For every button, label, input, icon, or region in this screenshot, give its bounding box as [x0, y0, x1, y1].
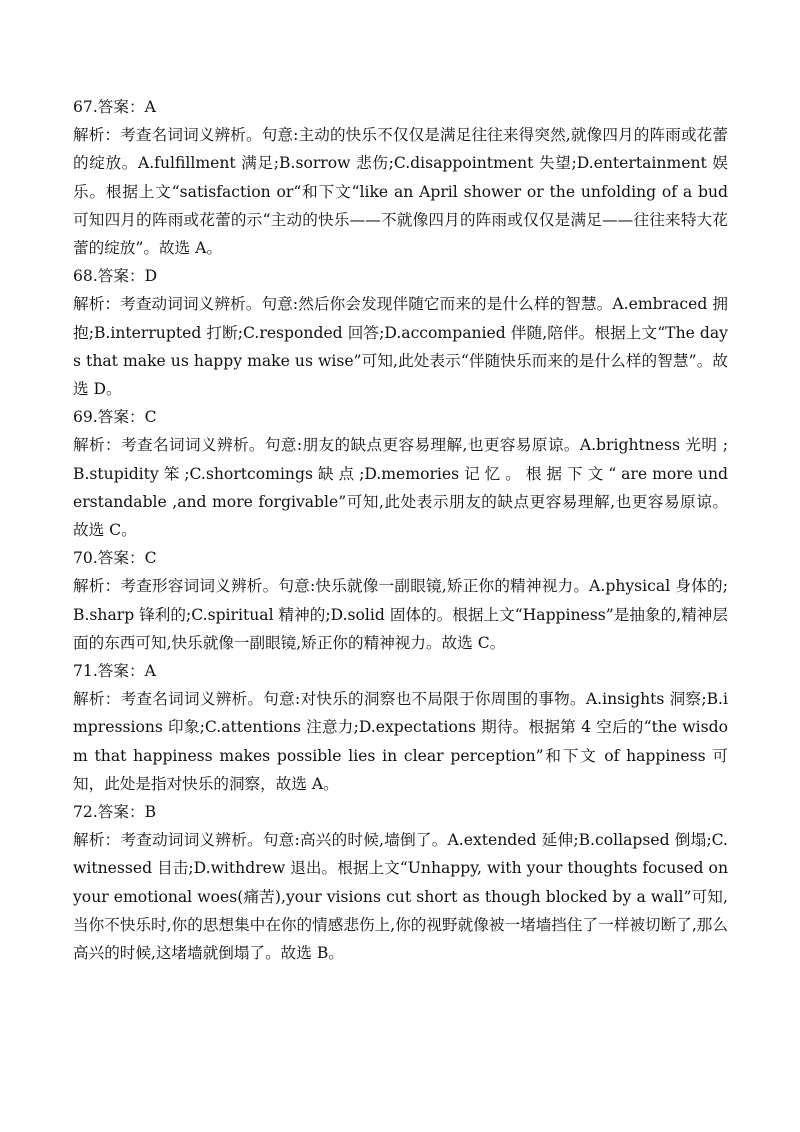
- analysis-text: 解析：考查动词词义辨析。句意:高兴的时候,墙倒了。A.extended 延伸;B.collapsed 倒塌;C.witnessed 目击;D.withdrew 退出。根据上文“Unhappy, with your thoughts focused on your emotional woes(痛苦),your visions cut short as though blocked by a wall”可知,当你不快乐时,你的思想集中在你的情感悲伤上,你的视野就像被一堵墙挡住了一样被切断了,那么高兴的时候,这堵墙就倒塌了。故选 B。: [73, 831, 728, 963]
- analysis-text: 解析：考查名词词义辨析。句意:主动的快乐不仅仅是满足往往来得突然,就像四月的阵雨或花蕾的绽放。A.fulfillment 满足;B.sorrow 悲伤;C.disappointment 失望;D.entertainment 娱乐。根据上文“satisfaction or“和下文“like an April shower or the unfolding of a bud 可知四月的阵雨或花蕾的示“主动的快乐——不就像四月的阵雨或仅仅是满足——往往来特大花蕾的绽放”。故选 A。: [73, 126, 728, 258]
- analysis-text: 解析：考查形容词词义辨析。句意:快乐就像一副眼镜,矫正你的精神视力。A.physical 身体的;B.sharp 锋利的;C.spiritual 精神的;D.solid 固体的。根据上文“Happiness”是抽象的,精神层面的东西可知,快乐就像一副眼镜,矫正你的精神视力。故选 C。: [73, 577, 728, 652]
- answer-item-69: [73, 403, 728, 544]
- answer-item-71: [73, 657, 728, 798]
- answer-line: 69.答案：C: [73, 408, 157, 427]
- document-page: [73, 93, 728, 967]
- analysis-text: 解析：考查动词词义辨析。句意:然后你会发现伴随它而来的是什么样的智慧。A.embraced 拥抱;B.interrupted 打断;C.responded 回答;D.accompanied 伴随,陪伴。根据上文“The days that make us happy make us wise”可知,此处表示“伴随快乐而来的是什么样的智慧”。故选 D。: [73, 295, 728, 399]
- answer-item-72: [73, 798, 728, 967]
- answer-line: 70.答案：C: [73, 549, 157, 568]
- answer-line: 67.答案：A: [73, 98, 156, 116]
- answer-line: 72.答案：B: [73, 803, 157, 822]
- answer-line: 68.答案：D: [73, 267, 158, 286]
- answer-line: 71.答案：A: [73, 662, 156, 681]
- analysis-text: 解析：考查名词词义辨析。句意:对快乐的洞察也不局限于你周围的事物。A.insights 洞察;B.impressions 印象;C.attentions 注意力;D.expectations 期待。根据第 4 空后的“the wisdom that happiness makes possible lies in clear perception”和下文 of happiness 可知，此处是指对快乐的洞察，故选 A。: [73, 690, 728, 793]
- answer-item-70: [73, 544, 728, 657]
- analysis-text: 解析：考查名词词义辨析。句意:朋友的缺点更容易理解,也更容易原谅。A.brightness 光明 ;B.stupidity 笨 ;C.shortcomings 缺 点 ;D.memories 记 忆 。 根 据 下 文 “ are more understandable ,and more forgivable”可知,此处表示朋友的缺点更容易理解,也更容易原谅。故选 C。: [73, 436, 728, 540]
- answer-item-67: [73, 93, 728, 262]
- answer-item-68: [73, 262, 728, 403]
